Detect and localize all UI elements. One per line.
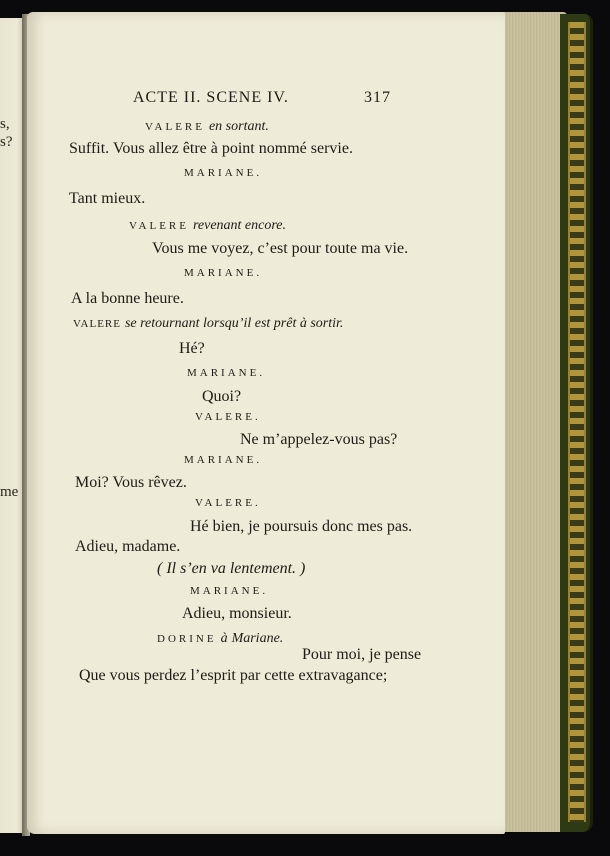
speaker-name: MARIANE. bbox=[187, 367, 266, 379]
verse-line: Que vous perdez l’esprit par cette extravagance; bbox=[79, 667, 388, 684]
right-page bbox=[27, 12, 505, 834]
left-page-fragment: s? bbox=[0, 134, 13, 150]
verse-line: Vous me voyez, c’est pour toute ma vie. bbox=[152, 240, 409, 257]
speaker-name: VALERE bbox=[145, 121, 205, 133]
speaker-heading bbox=[145, 117, 269, 135]
page-number: 317 bbox=[364, 89, 391, 106]
verse-line: Tant mieux. bbox=[69, 190, 146, 207]
verse-line: Quoi? bbox=[202, 388, 242, 405]
speaker-name: MARIANE. bbox=[190, 585, 269, 597]
running-head: ACTE II. SCENE IV. bbox=[133, 89, 289, 106]
stage-direction: Mariane. bbox=[231, 631, 284, 646]
page-edges bbox=[497, 12, 567, 832]
speaker-name: VALERE bbox=[129, 220, 189, 232]
verse-line: A la bonne heure. bbox=[71, 290, 184, 307]
verse-line: Hé bien, je poursuis donc mes pas. bbox=[190, 518, 413, 535]
speaker-name: MARIANE. bbox=[184, 454, 263, 466]
speaker-name: VALERE. bbox=[195, 497, 261, 509]
speaker-name: VALERE. bbox=[195, 411, 261, 423]
cover-ornament bbox=[568, 22, 586, 822]
stage-direction: ( Il s’en va lentement. ) bbox=[157, 560, 306, 577]
speaker-name: MARIANE. bbox=[184, 167, 263, 179]
speaker-heading bbox=[73, 314, 343, 332]
stage-direction: à bbox=[220, 631, 228, 646]
verse-line: Moi? Vous rêvez. bbox=[75, 474, 187, 491]
left-page-fragment: me bbox=[0, 484, 19, 500]
verse-line: Adieu, madame. bbox=[75, 538, 181, 555]
stage-direction: en sortant. bbox=[208, 119, 269, 134]
speaker-heading bbox=[129, 216, 286, 234]
left-page-edge bbox=[0, 18, 24, 833]
verse-line: Adieu, monsieur. bbox=[182, 605, 292, 622]
speaker-heading bbox=[157, 629, 283, 647]
verse-line: Ne m’appelez-vous pas? bbox=[240, 431, 398, 448]
left-page-fragment: s, bbox=[0, 116, 10, 132]
stage-direction: se retournant lorsqu’il est prêt à sortir. bbox=[124, 316, 344, 331]
speaker-name: MARIANE. bbox=[184, 267, 263, 279]
stage-direction: revenant encore. bbox=[192, 218, 286, 233]
verse-line: Hé? bbox=[179, 340, 205, 357]
verse-line: Suffit. Vous allez être à point nommé servie. bbox=[69, 140, 353, 157]
speaker-name: VALERE bbox=[73, 318, 121, 330]
verse-line: Pour moi, je pense bbox=[302, 646, 422, 663]
speaker-name: DORINE bbox=[157, 633, 217, 645]
